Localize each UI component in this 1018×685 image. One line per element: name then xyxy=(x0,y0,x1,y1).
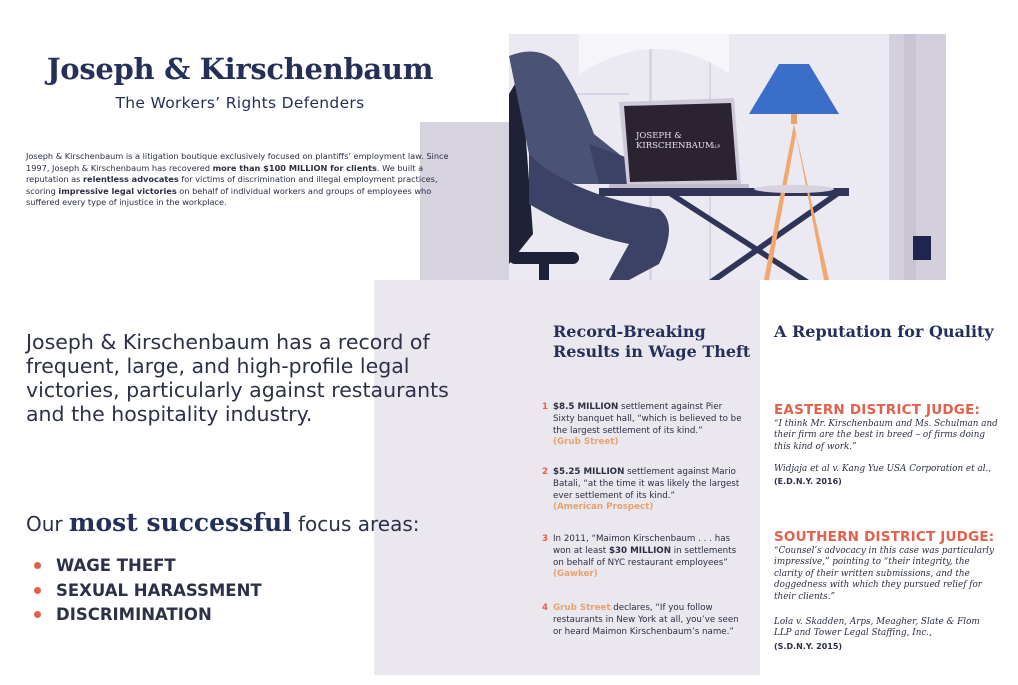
result-text: settlement against Mario Batali, “at the time it was likely the largest ever settlement of its kind.” xyxy=(553,467,740,501)
judge-quote: “Counsel’s advocacy in this case was particularly impressive,” pointing to “their integrity, the clarity of their written submissions, and the doggedness with which they pursued relief for their clients.” xyxy=(774,546,994,602)
reputation-title: A Reputation for Quality xyxy=(774,322,994,341)
result-source: (Gawker) xyxy=(553,569,598,580)
court-citation: (S.D.N.Y. 2015) xyxy=(774,642,843,651)
result-amount: $30 MILLION xyxy=(608,545,671,556)
laptop-logo-line2: KIRSCHENBAUM xyxy=(636,141,714,151)
intro-text-2: . We built a reputation as xyxy=(26,162,424,185)
focus-heading-post: focus areas: xyxy=(291,512,420,536)
results-title: Record-Breaking Results in Wage Theft xyxy=(553,322,751,361)
intro-text-3: for victims of discrimination and illegal employment practices, scoring xyxy=(26,174,438,196)
result-amount: $5.25 MILLION xyxy=(553,467,625,477)
focus-item: WAGE THEFT xyxy=(34,556,354,581)
intro-text-1: Joseph & Kirschenbaum is a litigation boutique exclusively focused on plantiffs’ employment law. Since 1997, Joseph & Kirschenbaum has recovered xyxy=(26,151,449,173)
lawyer-at-desk-illustration xyxy=(509,34,946,280)
result-item xyxy=(542,467,746,514)
firm-name: Joseph & Kirschenbaum xyxy=(46,52,434,86)
laptop-logo-line1: JOSEPH & xyxy=(636,131,682,141)
result-item xyxy=(542,402,746,449)
result-text: settlement against Pier Sixty banquet hall, “which is believed to be the largest settlement of its kind.” xyxy=(553,402,742,436)
intro-paragraph xyxy=(26,151,458,209)
result-number: 4 xyxy=(542,603,549,613)
result-number: 2 xyxy=(542,467,549,477)
result-source-lead: Grub Street xyxy=(553,603,611,613)
intro-text-4: on behalf of individual workers and groups of employees who suffered every type of injustice in the workplace. xyxy=(26,185,432,208)
case-name: Widjaja et al v. Kang Yue USA Corporation et al., xyxy=(774,464,992,474)
result-number: 3 xyxy=(542,534,549,544)
result-text-pre: In 2011, “Maimon Kirschenbaum . . . has won at least xyxy=(553,534,731,556)
result-item xyxy=(542,603,746,638)
result-text: declares, “If you follow restaurants in New York at all, you’ve seen or heard Maimon Kirschenbaum’s name.” xyxy=(553,603,739,637)
firm-tagline: The Workers’ Rights Defenders xyxy=(115,94,365,112)
result-number: 1 xyxy=(542,402,549,412)
result-text: in settlements on behalf of NYC restaurant employees” xyxy=(553,545,737,568)
result-item xyxy=(542,534,746,581)
focus-heading xyxy=(26,508,496,537)
intro-bold-1: more than $100 MILLION for clients xyxy=(212,162,377,173)
focus-item: SEXUAL HARASSMENT xyxy=(34,581,354,606)
result-amount: $8.5 MILLION xyxy=(553,402,619,412)
office-illustration xyxy=(509,34,946,280)
result-source: (American Prospect) xyxy=(553,502,654,513)
case-name: Lola v. Skadden, Arps, Meagher, Slate & Flom LLP and Tower Legal Staffing, Inc., xyxy=(774,617,980,639)
judge-quote: “I think Mr. Kirschenbaum and Ms. Schulman and their firm are the best in breed – of firms doing this kind of work.” xyxy=(774,419,998,452)
judge-title: SOUTHERN DISTRICT JUDGE: xyxy=(774,529,995,545)
record-statement: Joseph & Kirschenbaum has a record of frequent, large, and high-profile legal victories, particularly against restaurants and the hospitality industry. xyxy=(26,330,449,426)
judge-title: EASTERN DISTRICT JUDGE: xyxy=(774,402,981,418)
focus-heading-pre: Our xyxy=(26,512,69,536)
laptop-logo-suffix: LLP xyxy=(713,144,720,149)
focus-item: DISCRIMINATION xyxy=(34,605,354,630)
focus-areas-list xyxy=(34,556,354,630)
focus-heading-highlight: most successful xyxy=(69,508,292,537)
intro-bold-3: impressive legal victories xyxy=(58,185,177,196)
result-source: (Grub Street) xyxy=(553,437,619,448)
intro-bold-2: relentless advocates xyxy=(83,174,179,185)
court-citation: (E.D.N.Y. 2016) xyxy=(774,477,842,486)
